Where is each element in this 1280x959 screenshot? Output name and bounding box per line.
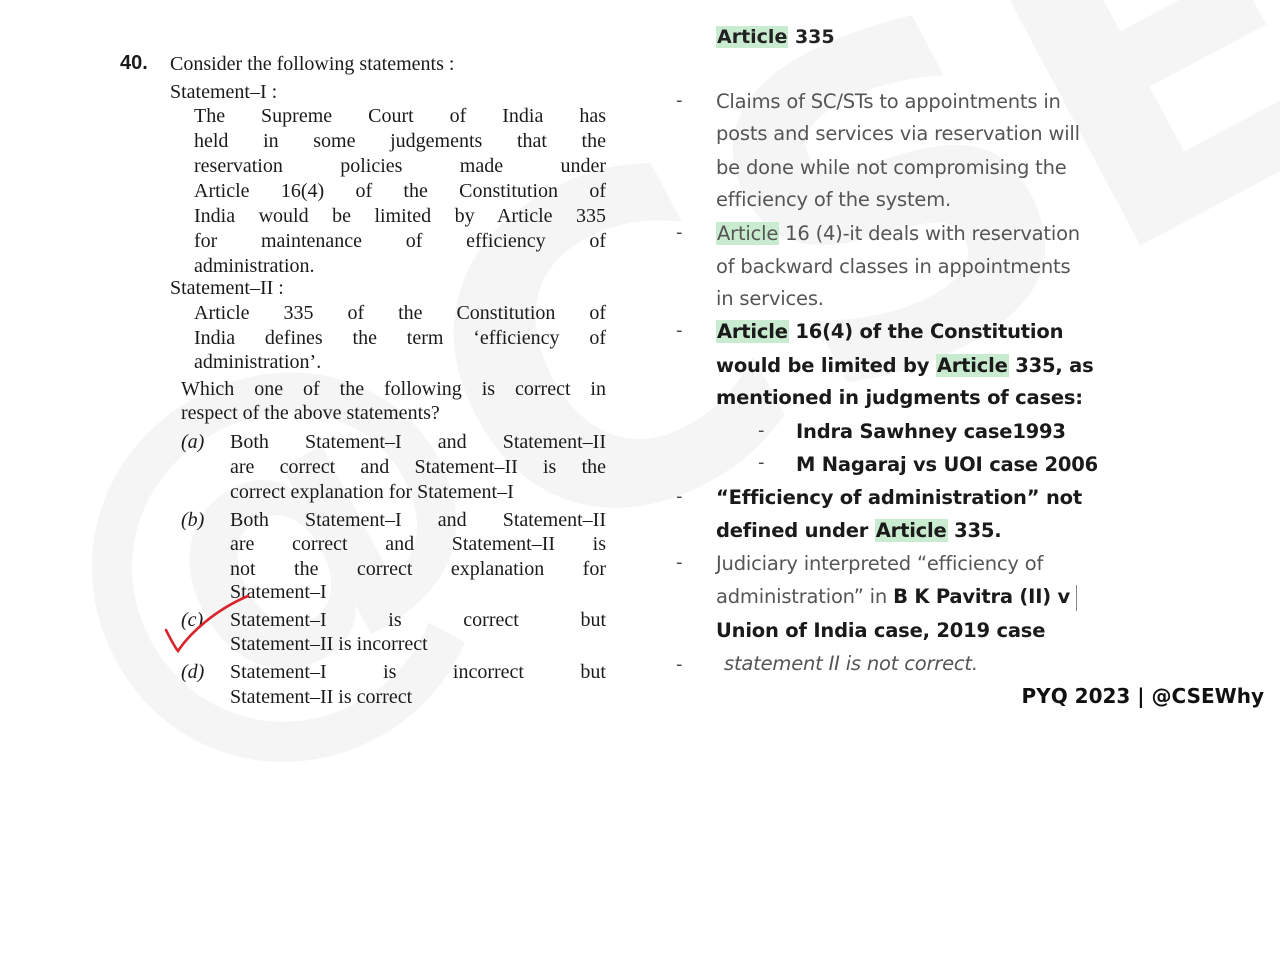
question-prompt: respect of the above statements? xyxy=(181,402,440,424)
sub-bullet-dash: - xyxy=(758,420,765,441)
option-a-text: correct explanation for Statement–I xyxy=(230,481,514,503)
statement-1-line: held in some judgements that the xyxy=(194,130,606,152)
note-line: efficiency of the system. xyxy=(716,188,951,211)
statement-1-line: The Supreme Court of India has xyxy=(194,105,606,127)
bullet-dash: - xyxy=(676,222,683,243)
bullet-dash: - xyxy=(676,90,683,111)
option-c-text: Statement–I is correct but xyxy=(230,609,606,631)
statement-1-line: Article 16(4) of the Constitution of xyxy=(194,180,606,202)
sub-bullet-dash: - xyxy=(758,452,765,473)
case-item: Indra Sawhney case1993 xyxy=(796,420,1066,443)
option-b-text: Statement–I xyxy=(230,581,327,603)
statement-1-line: administration. xyxy=(194,255,315,277)
note-line: “Efficiency of administration” not xyxy=(716,486,1082,509)
statement-2-line: Article 335 of the Constitution of xyxy=(194,302,606,324)
option-a-text: are correct and Statement–II is the xyxy=(230,456,606,478)
bullet-dash: - xyxy=(676,552,683,573)
answer-tick-mark-icon xyxy=(160,588,260,658)
option-d-letter: (d) xyxy=(181,661,205,683)
statement-2-line: India defines the term ‘efficiency of xyxy=(194,327,606,349)
bullet-dash: - xyxy=(676,486,683,507)
note-line: be done while not compromising the xyxy=(716,156,1067,179)
bullet-dash: - xyxy=(676,654,683,675)
bullet-dash: - xyxy=(676,320,683,341)
option-b-text: not the correct explanation for xyxy=(230,558,606,580)
statement-2-line: administration’. xyxy=(194,351,322,373)
notes-title: Article 335 xyxy=(717,26,835,48)
question-number: 40. xyxy=(120,52,148,74)
note-line: defined under Article 335. xyxy=(716,519,1002,542)
note-line: administration” in B K Pavitra (II) v xyxy=(716,581,1077,613)
statement-1-label: Statement–I : xyxy=(170,81,278,103)
note-line: statement II is not correct. xyxy=(724,652,978,675)
option-c-text: Statement–II is incorrect xyxy=(230,633,428,655)
option-a-letter: (a) xyxy=(181,431,205,453)
option-d-text: Statement–II is correct xyxy=(230,686,413,708)
case-item: M Nagaraj vs UOI case 2006 xyxy=(796,453,1099,476)
option-c-letter: (c) xyxy=(181,609,204,631)
question-panel xyxy=(0,0,640,720)
note-line: Union of India case, 2019 case xyxy=(716,619,1046,642)
note-line: Article 16(4) of the Constitution xyxy=(717,320,1064,343)
note-line: would be limited by Article 335, as xyxy=(716,354,1094,377)
statement-1-line: for maintenance of efficiency of xyxy=(194,230,606,252)
option-b-text: are correct and Statement–II is xyxy=(230,533,606,555)
statement-1-line: India would be limited by Article 335 xyxy=(194,205,606,227)
option-a-text: Both Statement–I and Statement–II xyxy=(230,431,606,453)
note-line: mentioned in judgments of cases: xyxy=(716,386,1083,409)
option-d-text: Statement–I is incorrect but xyxy=(230,661,606,683)
note-line: of backward classes in appointments xyxy=(716,255,1071,278)
note-line: in services. xyxy=(716,287,824,310)
statement-1-line: reservation policies made under xyxy=(194,155,606,177)
notes-panel xyxy=(676,0,1276,720)
question-intro: Consider the following statements : xyxy=(170,53,455,75)
statement-2-label: Statement–II : xyxy=(170,277,284,299)
note-line: Article 16 (4)-it deals with reservation xyxy=(717,222,1080,245)
option-b-text: Both Statement–I and Statement–II xyxy=(230,509,606,531)
note-line: Judiciary interpreted “efficiency of xyxy=(716,552,1044,575)
note-line: Claims of SC/STs to appointments in xyxy=(716,90,1061,113)
option-b-letter: (b) xyxy=(181,509,205,531)
note-line: posts and services via reservation will xyxy=(716,122,1080,145)
footer-tag: PYQ 2023 | @CSEWhy xyxy=(1021,684,1264,708)
question-prompt: Which one of the following is correct in xyxy=(181,378,606,400)
